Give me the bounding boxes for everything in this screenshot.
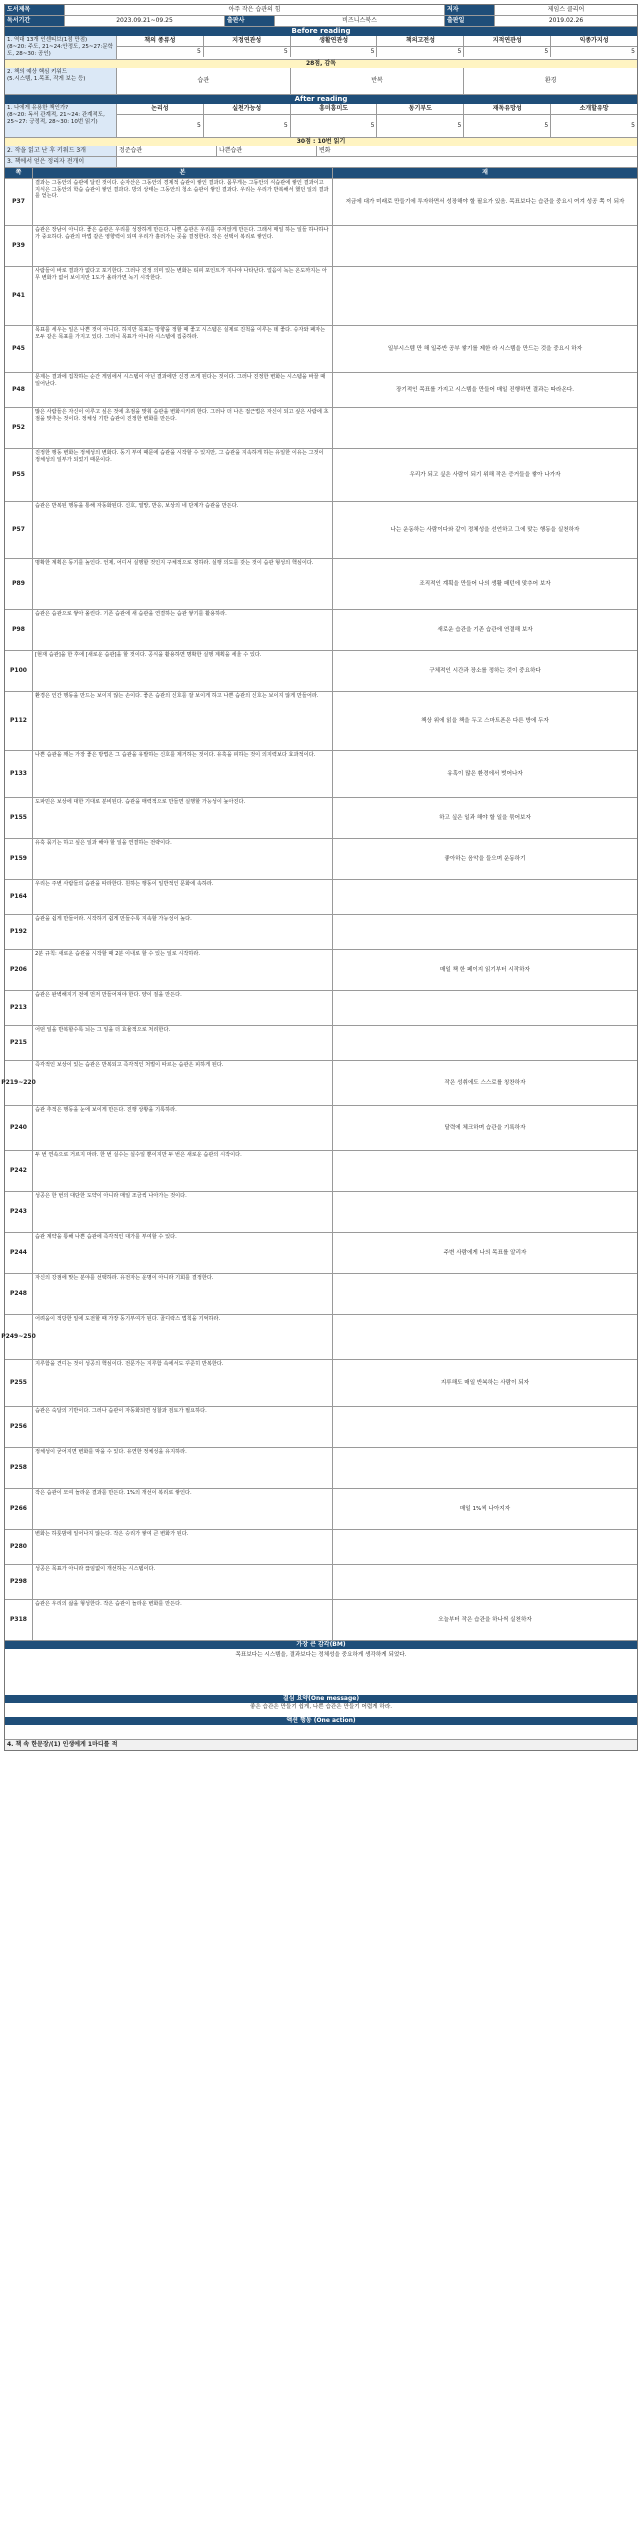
table-row: [5, 502, 637, 559]
after-score-value-4: 5: [377, 115, 464, 137]
entry-quote: 습관은 장남이 아니다. 좋은 습관은 우리를 성장하게 만든다. 나쁜 습관은 우리를 주저앉게 만든다. 그래서 매일 하는 일들 하나하나가 중요하다. 습관의 마법 같은 영향력이 되며 우리가 흘러가는 곳을 결정한다. 작은 선택이 복리로 쌓인다.: [33, 226, 333, 266]
entry-quote: 목표를 세우는 일은 나쁜 것이 아니다. 하지만 목표는 방향을 정할 때 좋고 시스템은 실제로 진척을 이루는 데 좋다. 승자와 패자는 모두 같은 목표를 가지고 있다. 그러니 목표가 아니라 시스템에 집중하라.: [33, 326, 333, 372]
before-score-value-4: 5: [377, 47, 464, 57]
entry-note: [333, 408, 637, 448]
entry-page: P280: [5, 1530, 33, 1564]
message-text: 좋은 습관은 만들기 쉽게, 나쁜 습관은 만들기 어렵게 하라.: [249, 1704, 393, 1710]
entry-note: [333, 1026, 637, 1060]
table-row: [5, 1274, 637, 1315]
table-row: [5, 179, 637, 226]
table-row: [5, 915, 637, 950]
col-page-header: 쪽: [5, 168, 33, 178]
entry-page: P298: [5, 1565, 33, 1599]
entry-note: 구체적인 시간과 장소를 정하는 것이 중요하다: [429, 667, 541, 674]
after-q1-title: 1. 나에게 유용한 책인가?: [7, 105, 69, 111]
entry-note: 저금에 대가 미래로 만들기에 투자하면서 성장해야 할 필요가 있음. 목표보다는 습관을 중요시 여겨 성공 쪽 이 되자: [345, 198, 625, 205]
pubdate-label: 출판일: [445, 16, 495, 26]
entry-page: P133: [5, 751, 33, 797]
before-score-column-5: 지적연관성: [464, 36, 551, 46]
before-q2-label: [5, 68, 117, 94]
entry-page: P41: [5, 267, 33, 325]
entry-quote: 어떤 일을 반복할수록 뇌는 그 일을 더 효율적으로 처리한다.: [33, 1026, 333, 1060]
before-score-column-1: 책의 종류성: [117, 36, 204, 46]
message-header: 결심 요약(One message): [5, 1695, 637, 1703]
entry-page: P155: [5, 798, 33, 838]
after-score-column-6: 소개할유망: [579, 105, 609, 112]
entry-page: P159: [5, 839, 33, 879]
after-q3-label: 3. 책에서 얻은 정리자 전개이: [5, 157, 117, 167]
entry-note: [333, 1151, 637, 1191]
after-q1-sub: (8~20: 독서 관계적, 21~24: 관계적도, 25~27: 긍정적, 28~30: 10번 읽기): [7, 112, 105, 125]
before-score-value-5: 5: [464, 47, 551, 57]
pubdate-value: 2019.02.26: [548, 17, 584, 24]
entry-quote: 두 번 연속으로 거르지 마라. 한 번 실수는 실수일 뿐이지만 두 번은 새로운 습관의 시작이다.: [33, 1151, 333, 1191]
before-score-value-3: 5: [291, 47, 378, 57]
entry-quote: 결과는 그동안의 습관에 달린 것이다. 순자산은 그동안의 경제적 습관이 쌓인 결과다. 몸무게는 그동안의 식습관에 쌓인 결과이고 지식은 그동안의 학습 습관이 쌓인 결과다. 방의 상태는 그동안의 청소 습관이 쌓인 결과다. 우리는 우리가 반복해서 했던 일의 결과를 얻는다.: [33, 179, 333, 225]
entry-page: P164: [5, 880, 33, 914]
action-text: [5, 1725, 637, 1739]
entry-note: [333, 1565, 637, 1599]
entry-note: 매일 1%씩 나아지자: [459, 1505, 511, 1512]
table-row: [5, 692, 637, 751]
feeling-header: 가장 큰 감각(BM): [5, 1641, 637, 1649]
table-row: [1, 1061, 637, 1106]
keyword-2: 반복: [291, 68, 465, 94]
entry-page: P258: [5, 1448, 33, 1488]
table-row: [5, 1151, 637, 1192]
table-row: [5, 1565, 637, 1600]
entry-quote: 2분 규칙: 새로운 습관을 시작할 때 2분 이내로 할 수 있는 일로 시작하라.: [33, 950, 333, 990]
before-score-value-6: 5: [631, 48, 635, 55]
entry-note: 우리가 되고 싶은 사람이 되기 위해 작은 증거들을 쌓아 나가자: [409, 471, 561, 478]
after-keyword-3: 변화: [319, 147, 331, 154]
entry-quote: 습관은 반복된 행동을 통해 자동화된다. 신호, 열망, 반응, 보상의 네 단계가 습관을 만든다.: [33, 502, 333, 558]
entry-page: P256: [5, 1407, 33, 1447]
entry-quote: 습관은 우리의 삶을 형성한다. 작은 습관이 놀라운 변화를 만든다.: [33, 1600, 333, 1640]
table-row: [5, 1530, 637, 1565]
table-row: [5, 226, 637, 267]
entry-note: 책상 위에 읽을 책을 두고 스마트폰은 다른 방에 두자: [421, 717, 549, 724]
before-score-column-3: 생활연관성: [291, 36, 378, 46]
before-q2-title: 2. 책의 예상 핵심 키워드: [7, 69, 68, 75]
keyword-3: 환경: [544, 77, 557, 84]
entry-quote: 습관은 습관으로 쌓아 올린다. 기존 습관에 새 습관을 연결하는 습관 쌓기를 활용하라.: [33, 610, 333, 650]
entry-note: 달력에 체크하며 습관을 기록하자: [444, 1124, 526, 1131]
entry-quote: 지루함을 견디는 것이 성공의 핵심이다. 전문가는 지루함 속에서도 꾸준히 반복한다.: [33, 1360, 333, 1406]
entry-quote: 습관은 완벽해지기 전에 먼저 만들어져야 한다. 양이 질을 만든다.: [33, 991, 333, 1025]
entry-note: [333, 1315, 637, 1359]
table-row: [5, 1106, 637, 1151]
after-score-grid: [117, 104, 637, 137]
entry-page: P213: [5, 991, 33, 1025]
table-row: [5, 798, 637, 839]
entry-page: P55: [5, 449, 33, 501]
after-q1-label: [5, 104, 117, 137]
after-total: 30점 : 10번 읽기: [5, 138, 637, 146]
entry-page: P240: [5, 1106, 33, 1150]
before-total: 28점, 감독: [5, 60, 637, 68]
entry-page: P98: [5, 610, 33, 650]
before-scores: [5, 36, 637, 60]
table-row: [5, 559, 637, 610]
entry-note: [333, 880, 637, 914]
table-row: [5, 751, 637, 798]
entry-quote: 명확한 계획은 동기를 높인다. 언제, 어디서 실행할 것인지 구체적으로 정하라. 실행 의도를 갖는 것이 습관 형성의 핵심이다.: [33, 559, 333, 609]
entry-quote: 어려움이 적당한 일에 도전할 때 가장 동기부여가 된다. 골디락스 법칙을 기억하라.: [33, 1315, 333, 1359]
book-title-value: 아주 작은 습관의 힘: [65, 5, 445, 15]
after-score-column-5: 재독유망성: [464, 104, 551, 114]
publisher-value: 비즈니스북스: [275, 16, 445, 26]
before-score-columns: [117, 36, 637, 47]
entry-note: 새로운 습관을 기존 습관에 연결해 보자: [437, 626, 533, 633]
after-keyword-2: 나쁜습관: [217, 146, 317, 156]
table-row: [1, 1315, 637, 1360]
entry-quote: 성공은 목표가 아니라 끊임없이 개선하는 시스템이다.: [33, 1565, 333, 1599]
entry-note: 좋아하는 음악을 들으며 운동하기: [444, 855, 526, 862]
table-row: [5, 1600, 637, 1641]
entry-note: 작은 성취에도 스스로를 칭찬하자: [444, 1079, 526, 1086]
after-score-column-1: 논리성: [117, 104, 204, 114]
after-reading-header: After reading: [5, 95, 637, 104]
entry-page: P112: [5, 692, 33, 750]
table-row: [5, 610, 637, 651]
after-q2-label: 2. 작을 읽고 난 후 키워드 3개: [5, 146, 117, 156]
entry-note: 주변 사람에게 나의 목표를 알리자: [443, 1249, 527, 1256]
entry-quote: 습관은 숙달의 기반이다. 그러나 습관이 자동화되면 성찰과 검토가 필요하다.: [33, 1407, 333, 1447]
entry-quote: 유혹 묶기는 하고 싶은 일과 해야 할 일을 연결하는 전략이다.: [33, 839, 333, 879]
entry-quote: 환경은 인간 행동을 만드는 보이지 않는 손이다. 좋은 습관의 신호를 잘 보이게 하고 나쁜 습관의 신호는 보이지 않게 만들어라.: [33, 692, 333, 750]
after-score-values: [117, 115, 637, 137]
entry-quote: 작은 습관이 모여 놀라운 결과를 만든다. 1%의 개선이 복리로 쌓인다.: [33, 1489, 333, 1529]
author-value: 제임스 클리어: [547, 6, 585, 13]
before-score-column-4: 책의고전성: [377, 36, 464, 46]
entry-page: P266: [5, 1489, 33, 1529]
before-q1-title: 1. 역대 13개 인센티브(1점 만점): [7, 37, 88, 43]
entry-note: 나는 운동하는 사람이다와 같이 정체성을 선언하고 그에 맞는 행동을 실천하자: [390, 526, 580, 533]
entry-page: P242: [5, 1151, 33, 1191]
entry-note: 조직적인 계획을 만들어 나의 생활 패턴에 맞추어 보자: [419, 580, 551, 587]
before-q1-sub: (8~20: 주도, 21~24:안정도, 25~27:문학도, 28~30: 공인): [7, 44, 113, 57]
entry-page: P39: [5, 226, 33, 266]
before-score-values: [117, 47, 637, 57]
before-reading-header: Before reading: [5, 27, 637, 36]
entry-page: P249~250: [5, 1315, 33, 1359]
after-score-value-2: 5: [204, 115, 291, 137]
entry-note: [333, 226, 637, 266]
table-row: [5, 1407, 637, 1448]
after-score-value-5: 5: [464, 115, 551, 137]
after-q3: [5, 157, 637, 168]
after-scores: [5, 104, 637, 138]
entry-page: P192: [5, 915, 33, 949]
entry-page: P248: [5, 1274, 33, 1314]
entry-quote: 나쁜 습관을 깨는 가장 좋은 방법은 그 습관을 유발하는 신호를 제거하는 것이다. 유혹을 피하는 것이 의지력보다 효과적이다.: [33, 751, 333, 797]
reading-log-sheet: [1, 4, 638, 1751]
table-row: [5, 267, 637, 326]
entry-quote: 변화는 하룻밤에 일어나지 않는다. 작은 승리가 쌓여 큰 변화가 된다.: [33, 1530, 333, 1564]
entry-quote: 자신의 강점에 맞는 분야를 선택하라. 유전자는 운명이 아니라 기회를 결정한다.: [33, 1274, 333, 1314]
after-score-columns: [117, 104, 637, 115]
entry-note: [333, 1530, 637, 1564]
table-row: [5, 1233, 637, 1274]
entry-quote: 문제는 결과에 집착하는 순간 게임에서 시스템이 아닌 결과에만 신경 쓰게 된다는 것이다. 그러나 진정한 변화는 시스템을 바꿀 때 일어난다.: [33, 373, 333, 407]
after-score-column-3: 흥미흥미도: [291, 104, 378, 114]
table-row: [5, 1192, 637, 1233]
entry-note: 장기적인 목표를 가지고 시스템을 만들어 매일 진행하면 결과는 따라온다.: [395, 386, 575, 393]
entry-page: P89: [5, 559, 33, 609]
action-header: 액션 행동 (One action): [5, 1717, 637, 1725]
bottom-label: 4. 책 속 한문장/(1) 인생에게 1마디를 적: [5, 1739, 637, 1750]
entry-note: 하고 싶은 일과 해야 할 일을 묶어보자: [439, 814, 531, 821]
entry-page: P243: [5, 1192, 33, 1232]
entry-page: P215: [5, 1026, 33, 1060]
entry-page: P48: [5, 373, 33, 407]
entry-note: [333, 1192, 637, 1232]
before-q1-label: [5, 36, 117, 59]
after-q3-value: [117, 157, 637, 167]
before-score-value-2: 5: [204, 47, 291, 57]
entry-quote: 습관 계약을 통해 나쁜 습관에 즉각적인 대가를 부여할 수 있다.: [33, 1233, 333, 1273]
entry-page: P45: [5, 326, 33, 372]
table-row: [5, 326, 637, 373]
entry-quote: 많은 사람들은 자신이 이루고 싶은 것에 초점을 맞춰 습관을 변화시키려 한다. 그러나 더 나은 접근법은 자신이 되고 싶은 사람에 초점을 맞추는 것이다. 정체성 기반 습관이 진정한 변화를 만든다.: [33, 408, 333, 448]
entry-note: 오늘부터 작은 습관을 하나씩 실천하자: [438, 1616, 532, 1623]
table-row: [5, 1489, 637, 1530]
table-row: [5, 1360, 637, 1407]
after-score-column-2: 실천가능성: [204, 104, 291, 114]
entry-note: [333, 1448, 637, 1488]
after-keyword-1: 정준습관: [117, 146, 217, 156]
entry-note: [333, 267, 637, 325]
entry-note: [333, 1407, 637, 1447]
before-q2-sub: (5.시스템, 1.목표, 작게 보는 등): [7, 76, 86, 82]
before-score-grid: [117, 36, 637, 59]
table-row: [5, 449, 637, 502]
entry-quote: 성공은 한 번의 대단한 도약이 아니라 매일 조금씩 나아가는 것이다.: [33, 1192, 333, 1232]
table-row: [5, 991, 637, 1026]
table-row: [5, 373, 637, 408]
col-note-header: 재: [333, 168, 637, 178]
before-keywords: [5, 68, 637, 95]
after-keywords: [5, 146, 637, 157]
entry-quote: 정체성이 굳어지면 변화를 막을 수 있다. 유연한 정체성을 유지하라.: [33, 1448, 333, 1488]
entry-note: 매일 책 한 페이지 읽기부터 시작하자: [440, 966, 530, 973]
period-value: 2023.09.21~09.25: [65, 16, 225, 26]
entry-page: P37: [5, 179, 33, 225]
entry-quote: 습관 추적은 행동을 눈에 보이게 만든다. 진행 상황을 기록하라.: [33, 1106, 333, 1150]
entry-note: [333, 991, 637, 1025]
before-score-value-1: 5: [117, 47, 204, 57]
table-row: [5, 950, 637, 991]
feeling-text: 목표보다는 시스템을, 결과보다는 정체성을 중요하게 생각하게 되었다.: [235, 1652, 407, 1658]
entry-note: 지루해도 매일 반복하는 사람이 되자: [440, 1379, 530, 1386]
keyword-1: 습관: [117, 68, 291, 94]
col-quote-header: 본: [33, 168, 333, 178]
after-score-column-4: 동기부도: [377, 104, 464, 114]
entry-quote: 우리는 주변 사람들의 습관을 따라한다. 원하는 행동이 일반적인 문화에 속하라.: [33, 880, 333, 914]
table-row: [5, 1026, 637, 1061]
after-score-value-1: 5: [117, 115, 204, 137]
publisher-label: 출판사: [225, 16, 275, 26]
entry-page: P318: [5, 1600, 33, 1640]
info-row-2: [5, 16, 637, 27]
book-title-label: 도서제목: [5, 5, 65, 15]
table-row: [5, 408, 637, 449]
table-row: [5, 839, 637, 880]
entry-page: P206: [5, 950, 33, 990]
entry-quote: 진정한 행동 변화는 정체성의 변화다. 동기 부여 때문에 습관을 시작할 수 있지만, 그 습관을 지속하게 하는 유일한 이유는 그것이 정체성의 일부가 되었기 때문이다.: [33, 449, 333, 501]
entry-quote: 도파민은 보상에 대한 기대로 분비된다. 습관을 매력적으로 만들면 실행할 가능성이 높아진다.: [33, 798, 333, 838]
entry-note: [333, 1274, 637, 1314]
entry-quote: 습관을 쉽게 만들어라. 시작하기 쉽게 만들수록 지속할 가능성이 높다.: [33, 915, 333, 949]
entry-page: P219~220: [5, 1061, 33, 1105]
author-label: 저자: [445, 5, 495, 15]
info-row-1: [5, 5, 637, 16]
before-score-column-6: 익종가지성: [579, 37, 609, 44]
entry-page: P244: [5, 1233, 33, 1273]
quote-entries: [1, 179, 637, 1641]
quote-table-header: [5, 168, 637, 179]
before-score-column-2: 지정연관성: [204, 36, 291, 46]
entry-page: P255: [5, 1360, 33, 1406]
entry-quote: 사람들이 바로 결과가 없다고 포기한다. 그러나 진정 의미 있는 변화는 티피 포인트가 지나야 나타난다. 얼음이 녹는 온도까지는 아무 변화가 없어 보이지만 1도가 올라가면 녹기 시작한다.: [33, 267, 333, 325]
table-row: [5, 1448, 637, 1489]
entry-quote: 즉각적인 보상이 있는 습관은 반복되고 즉각적인 처벌이 따르는 습관은 피하게 된다.: [33, 1061, 333, 1105]
entry-page: P52: [5, 408, 33, 448]
period-label: 독서기간: [5, 16, 65, 26]
entry-note: 유혹이 많은 환경에서 벗어나자: [447, 770, 523, 777]
after-score-value-3: 5: [291, 115, 378, 137]
entry-quote: [현재 습관]을 한 후에 [새로운 습관]을 할 것이다. 공식을 활용하면 명확한 실행 계획을 세울 수 있다.: [33, 651, 333, 691]
table-row: [5, 880, 637, 915]
entry-page: P57: [5, 502, 33, 558]
table-row: [5, 651, 637, 692]
entry-note: 일부시스템 만 해 일주반 공부 쌓기를 제한 라 시스템을 만드는 것을 중요시 하자: [387, 345, 583, 352]
entry-page: P100: [5, 651, 33, 691]
entry-note: [333, 915, 637, 949]
after-score-value-6: 5: [631, 122, 635, 129]
